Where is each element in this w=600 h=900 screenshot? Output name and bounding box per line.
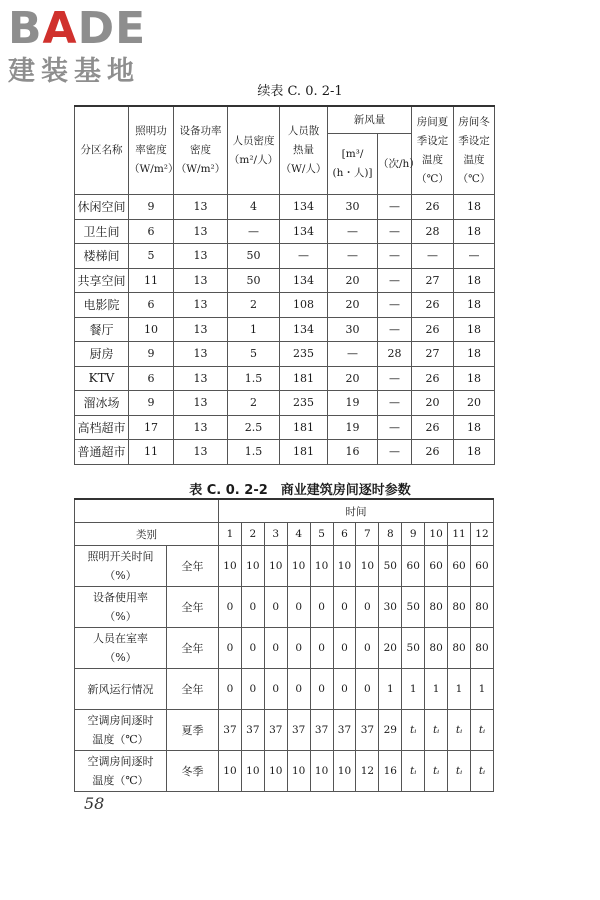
hour-header-cell: 12 bbox=[470, 523, 493, 546]
table-cell: 18 bbox=[454, 366, 495, 391]
table-cell: — bbox=[378, 415, 412, 440]
table1 bbox=[74, 105, 495, 465]
table-row bbox=[75, 546, 494, 587]
table-cell: 1 bbox=[425, 669, 448, 710]
header-equipment: 设备功率 密度 （W/m²） bbox=[174, 106, 228, 195]
hour-header-cell: 7 bbox=[356, 523, 379, 546]
table-cell: 13 bbox=[174, 366, 228, 391]
table-cell: — bbox=[328, 219, 378, 244]
table-cell: 18 bbox=[454, 440, 495, 465]
table-cell: — bbox=[412, 244, 454, 269]
table-row bbox=[75, 751, 494, 792]
table-row bbox=[75, 195, 495, 220]
row-label-cell: 空调房间逐时 温度（℃） bbox=[75, 710, 167, 751]
table-cell: 20 bbox=[454, 391, 495, 416]
table-cell: 0 bbox=[241, 669, 264, 710]
period-cell: 全年 bbox=[167, 546, 219, 587]
table-cell: 134 bbox=[280, 195, 328, 220]
table-cell: 13 bbox=[174, 391, 228, 416]
table-cell: — bbox=[378, 317, 412, 342]
table-cell: 1.5 bbox=[228, 440, 280, 465]
table2-time-header: 时间 bbox=[219, 499, 494, 523]
table-row bbox=[75, 219, 495, 244]
zone-name-cell: 楼梯间 bbox=[75, 244, 129, 269]
table-cell: 30 bbox=[328, 195, 378, 220]
table-cell: — bbox=[328, 342, 378, 367]
table-cell: 10 bbox=[241, 546, 264, 587]
table-cell: — bbox=[378, 391, 412, 416]
table-cell: 10 bbox=[333, 751, 356, 792]
logo-letter-b: B bbox=[8, 3, 43, 54]
table-cell: 19 bbox=[328, 391, 378, 416]
table-cell: 13 bbox=[174, 244, 228, 269]
table-cell: — bbox=[378, 195, 412, 220]
table-cell: 13 bbox=[174, 293, 228, 318]
table-cell: 10 bbox=[287, 546, 310, 587]
table-cell: 13 bbox=[174, 195, 228, 220]
table-cell: 80 bbox=[425, 587, 448, 628]
table-cell: — bbox=[454, 244, 495, 269]
table-cell: 0 bbox=[219, 587, 242, 628]
table-cell: 0 bbox=[219, 628, 242, 669]
table-cell: 134 bbox=[280, 317, 328, 342]
table-cell: 16 bbox=[379, 751, 402, 792]
zone-name-cell: 高档超市 bbox=[75, 415, 129, 440]
table-row bbox=[75, 440, 495, 465]
table-cell: 134 bbox=[280, 268, 328, 293]
zone-name-cell: KTV bbox=[75, 366, 129, 391]
table-cell: 13 bbox=[174, 440, 228, 465]
table-cell: 0 bbox=[287, 628, 310, 669]
table-cell: 13 bbox=[174, 317, 228, 342]
period-cell: 全年 bbox=[167, 669, 219, 710]
table-cell: 181 bbox=[280, 366, 328, 391]
zone-name-cell: 厨房 bbox=[75, 342, 129, 367]
table-row bbox=[75, 710, 494, 751]
table-cell: 28 bbox=[378, 342, 412, 367]
table-cell: 10 bbox=[333, 546, 356, 587]
table-row bbox=[75, 244, 495, 269]
table-cell: 20 bbox=[328, 366, 378, 391]
table-row bbox=[75, 342, 495, 367]
table-row bbox=[75, 415, 495, 440]
table-cell: 10 bbox=[219, 751, 242, 792]
table-cell: 0 bbox=[356, 669, 379, 710]
table-cell: 18 bbox=[454, 342, 495, 367]
table-cell: 60 bbox=[448, 546, 471, 587]
table-cell: 80 bbox=[470, 628, 493, 669]
table-cell: 0 bbox=[219, 669, 242, 710]
table-cell: tᵢ bbox=[448, 710, 471, 751]
row-label-cell: 人员在室率 （%） bbox=[75, 628, 167, 669]
table-cell: 18 bbox=[454, 317, 495, 342]
table-cell: 5 bbox=[228, 342, 280, 367]
table-cell: 60 bbox=[425, 546, 448, 587]
table-cell: 60 bbox=[402, 546, 425, 587]
table-cell: 11 bbox=[129, 268, 174, 293]
table-cell: 0 bbox=[333, 587, 356, 628]
table-cell: 37 bbox=[310, 710, 333, 751]
bade-logo bbox=[8, 3, 147, 88]
table-cell: 50 bbox=[402, 587, 425, 628]
table-row bbox=[75, 293, 495, 318]
table-cell: 17 bbox=[129, 415, 174, 440]
table-cell: — bbox=[280, 244, 328, 269]
table-cell: 108 bbox=[280, 293, 328, 318]
table-cell: — bbox=[228, 219, 280, 244]
hour-header-cell: 2 bbox=[241, 523, 264, 546]
table-row bbox=[75, 669, 494, 710]
table-cell: 0 bbox=[264, 669, 287, 710]
table-cell: 13 bbox=[174, 415, 228, 440]
logo-letters-de: DE bbox=[77, 3, 147, 54]
zone-name-cell: 电影院 bbox=[75, 293, 129, 318]
table-cell: tᵢ bbox=[402, 710, 425, 751]
table-cell: tᵢ bbox=[470, 710, 493, 751]
logo-subtitle: 建装基地 bbox=[8, 56, 140, 87]
table-row bbox=[75, 317, 495, 342]
table-cell: 37 bbox=[264, 710, 287, 751]
hour-header-cell: 4 bbox=[287, 523, 310, 546]
table-cell: 2 bbox=[228, 293, 280, 318]
header-zone: 分区名称 bbox=[75, 106, 129, 195]
zone-name-cell: 普通超市 bbox=[75, 440, 129, 465]
table-cell: 10 bbox=[356, 546, 379, 587]
table-cell: 11 bbox=[129, 440, 174, 465]
table-cell: 13 bbox=[174, 268, 228, 293]
table-cell: 0 bbox=[264, 628, 287, 669]
table-cell: 50 bbox=[228, 244, 280, 269]
table-cell: 26 bbox=[412, 366, 454, 391]
table-cell: 37 bbox=[287, 710, 310, 751]
table-cell: 26 bbox=[412, 195, 454, 220]
table-cell: 37 bbox=[356, 710, 379, 751]
table-cell: 1 bbox=[448, 669, 471, 710]
table2 bbox=[74, 498, 494, 792]
table-cell: 80 bbox=[425, 628, 448, 669]
table-cell: 37 bbox=[241, 710, 264, 751]
hour-header-cell: 3 bbox=[264, 523, 287, 546]
table-cell: 18 bbox=[454, 415, 495, 440]
table-cell: 235 bbox=[280, 342, 328, 367]
header-fresh-air: 新风量 bbox=[328, 106, 412, 134]
table-cell: 235 bbox=[280, 391, 328, 416]
table-cell: 6 bbox=[129, 293, 174, 318]
zone-name-cell: 溜冰场 bbox=[75, 391, 129, 416]
table-cell: 6 bbox=[129, 366, 174, 391]
period-cell: 全年 bbox=[167, 587, 219, 628]
hour-header-cell: 11 bbox=[448, 523, 471, 546]
period-cell: 全年 bbox=[167, 628, 219, 669]
period-cell: 冬季 bbox=[167, 751, 219, 792]
row-label-cell: 照明开关时间 （%） bbox=[75, 546, 167, 587]
table-cell: tᵢ bbox=[470, 751, 493, 792]
table-cell: 20 bbox=[379, 628, 402, 669]
table-cell: 26 bbox=[412, 293, 454, 318]
table-cell: 26 bbox=[412, 317, 454, 342]
table-cell: — bbox=[378, 293, 412, 318]
table-cell: 60 bbox=[470, 546, 493, 587]
table1-title: 续表 C. 0. 2-1 bbox=[257, 84, 343, 99]
table-cell: 4 bbox=[228, 195, 280, 220]
table-cell: 10 bbox=[287, 751, 310, 792]
logo-letter-a: A bbox=[42, 3, 78, 54]
page-number: 58 bbox=[84, 794, 105, 813]
table-row bbox=[75, 628, 494, 669]
table-cell: 2 bbox=[228, 391, 280, 416]
table-cell: 181 bbox=[280, 440, 328, 465]
table-cell: 80 bbox=[448, 587, 471, 628]
table-cell: 0 bbox=[310, 669, 333, 710]
table-cell: 0 bbox=[264, 587, 287, 628]
table-cell: 37 bbox=[219, 710, 242, 751]
table-cell: 9 bbox=[129, 195, 174, 220]
table-cell: 10 bbox=[129, 317, 174, 342]
table-row bbox=[75, 391, 495, 416]
table-cell: — bbox=[328, 244, 378, 269]
table-cell: 18 bbox=[454, 195, 495, 220]
table-cell: 18 bbox=[454, 268, 495, 293]
table-cell: 10 bbox=[310, 546, 333, 587]
table-cell: tᵢ bbox=[425, 710, 448, 751]
table-cell: 2.5 bbox=[228, 415, 280, 440]
hour-header-cell: 5 bbox=[310, 523, 333, 546]
table-row bbox=[75, 366, 495, 391]
table-cell: 10 bbox=[241, 751, 264, 792]
table-cell: 0 bbox=[241, 587, 264, 628]
header-fresh-air-per-hour: （次/h） bbox=[378, 134, 412, 195]
table-cell: tᵢ bbox=[402, 751, 425, 792]
table-cell: 18 bbox=[454, 219, 495, 244]
table-cell: 9 bbox=[129, 391, 174, 416]
logo-wordmark bbox=[8, 3, 147, 54]
hour-header-cell: 6 bbox=[333, 523, 356, 546]
table-cell: tᵢ bbox=[448, 751, 471, 792]
zone-name-cell: 休闲空间 bbox=[75, 195, 129, 220]
table-cell: 10 bbox=[264, 751, 287, 792]
row-label-cell: 设备使用率 （%） bbox=[75, 587, 167, 628]
table-cell: 37 bbox=[333, 710, 356, 751]
table-cell: 80 bbox=[448, 628, 471, 669]
table2-title: 表 C. 0. 2-2 商业建筑房间逐时参数 bbox=[189, 483, 411, 498]
table-cell: 27 bbox=[412, 342, 454, 367]
table-cell: 29 bbox=[379, 710, 402, 751]
table-cell: — bbox=[378, 268, 412, 293]
table-row bbox=[75, 268, 495, 293]
table-cell: tᵢ bbox=[425, 751, 448, 792]
table-cell: 0 bbox=[310, 587, 333, 628]
table-cell: 20 bbox=[328, 268, 378, 293]
table-cell: 1 bbox=[402, 669, 425, 710]
table-cell: 30 bbox=[379, 587, 402, 628]
hour-header-cell: 9 bbox=[402, 523, 425, 546]
table-cell: 10 bbox=[219, 546, 242, 587]
header-fresh-air-per-person: [m³/ (h・人)] bbox=[328, 134, 378, 195]
table-cell: 10 bbox=[310, 751, 333, 792]
row-label-cell: 空调房间逐时 温度（℃） bbox=[75, 751, 167, 792]
zone-name-cell: 卫生间 bbox=[75, 219, 129, 244]
table-cell: 28 bbox=[412, 219, 454, 244]
table-cell: 0 bbox=[333, 669, 356, 710]
zone-name-cell: 共享空间 bbox=[75, 268, 129, 293]
table-cell: 0 bbox=[356, 628, 379, 669]
table-cell: 50 bbox=[228, 268, 280, 293]
table-cell: 12 bbox=[356, 751, 379, 792]
table-cell: 16 bbox=[328, 440, 378, 465]
zone-name-cell: 餐厅 bbox=[75, 317, 129, 342]
table-cell: 1 bbox=[228, 317, 280, 342]
table-cell: 50 bbox=[379, 546, 402, 587]
table-cell: 181 bbox=[280, 415, 328, 440]
table-cell: 0 bbox=[287, 587, 310, 628]
table-cell: 1.5 bbox=[228, 366, 280, 391]
header-winter-temp: 房间冬 季设定 温度 （℃） bbox=[454, 106, 495, 195]
table-cell: 20 bbox=[328, 293, 378, 318]
table-cell: 27 bbox=[412, 268, 454, 293]
table-cell: 0 bbox=[241, 628, 264, 669]
header-summer-temp: 房间夏 季设定 温度 （℃） bbox=[412, 106, 454, 195]
table-cell: 0 bbox=[310, 628, 333, 669]
table-cell: 0 bbox=[333, 628, 356, 669]
table-cell: 0 bbox=[287, 669, 310, 710]
hour-header-cell: 1 bbox=[219, 523, 242, 546]
table-cell: — bbox=[378, 440, 412, 465]
table-cell: 20 bbox=[412, 391, 454, 416]
table-cell: 80 bbox=[470, 587, 493, 628]
header-occupant-density: 人员密度 （m²/人） bbox=[228, 106, 280, 195]
table-cell: 13 bbox=[174, 219, 228, 244]
hour-header-cell: 10 bbox=[425, 523, 448, 546]
header-occupant-heat: 人员散 热量 （W/人） bbox=[280, 106, 328, 195]
table-cell: 1 bbox=[470, 669, 493, 710]
hour-header-cell: 8 bbox=[379, 523, 402, 546]
row-label-cell: 新风运行情况 bbox=[75, 669, 167, 710]
period-cell: 夏季 bbox=[167, 710, 219, 751]
table-cell: — bbox=[378, 244, 412, 269]
table-cell: 9 bbox=[129, 342, 174, 367]
table-cell: 30 bbox=[328, 317, 378, 342]
table-cell: 1 bbox=[379, 669, 402, 710]
table-cell: 134 bbox=[280, 219, 328, 244]
table-cell: 10 bbox=[264, 546, 287, 587]
table-cell: 18 bbox=[454, 293, 495, 318]
table-cell: — bbox=[378, 366, 412, 391]
table-cell: 19 bbox=[328, 415, 378, 440]
table2-corner bbox=[75, 499, 219, 523]
header-lighting: 照明功 率密度 （W/m²） bbox=[129, 106, 174, 195]
table-row bbox=[75, 587, 494, 628]
table-cell: — bbox=[378, 219, 412, 244]
table-cell: 13 bbox=[174, 342, 228, 367]
table-cell: 5 bbox=[129, 244, 174, 269]
table-cell: 50 bbox=[402, 628, 425, 669]
table-cell: 6 bbox=[129, 219, 174, 244]
table-cell: 0 bbox=[356, 587, 379, 628]
table-cell: 26 bbox=[412, 415, 454, 440]
table-cell: 26 bbox=[412, 440, 454, 465]
table2-category-header: 类别 bbox=[75, 523, 219, 546]
